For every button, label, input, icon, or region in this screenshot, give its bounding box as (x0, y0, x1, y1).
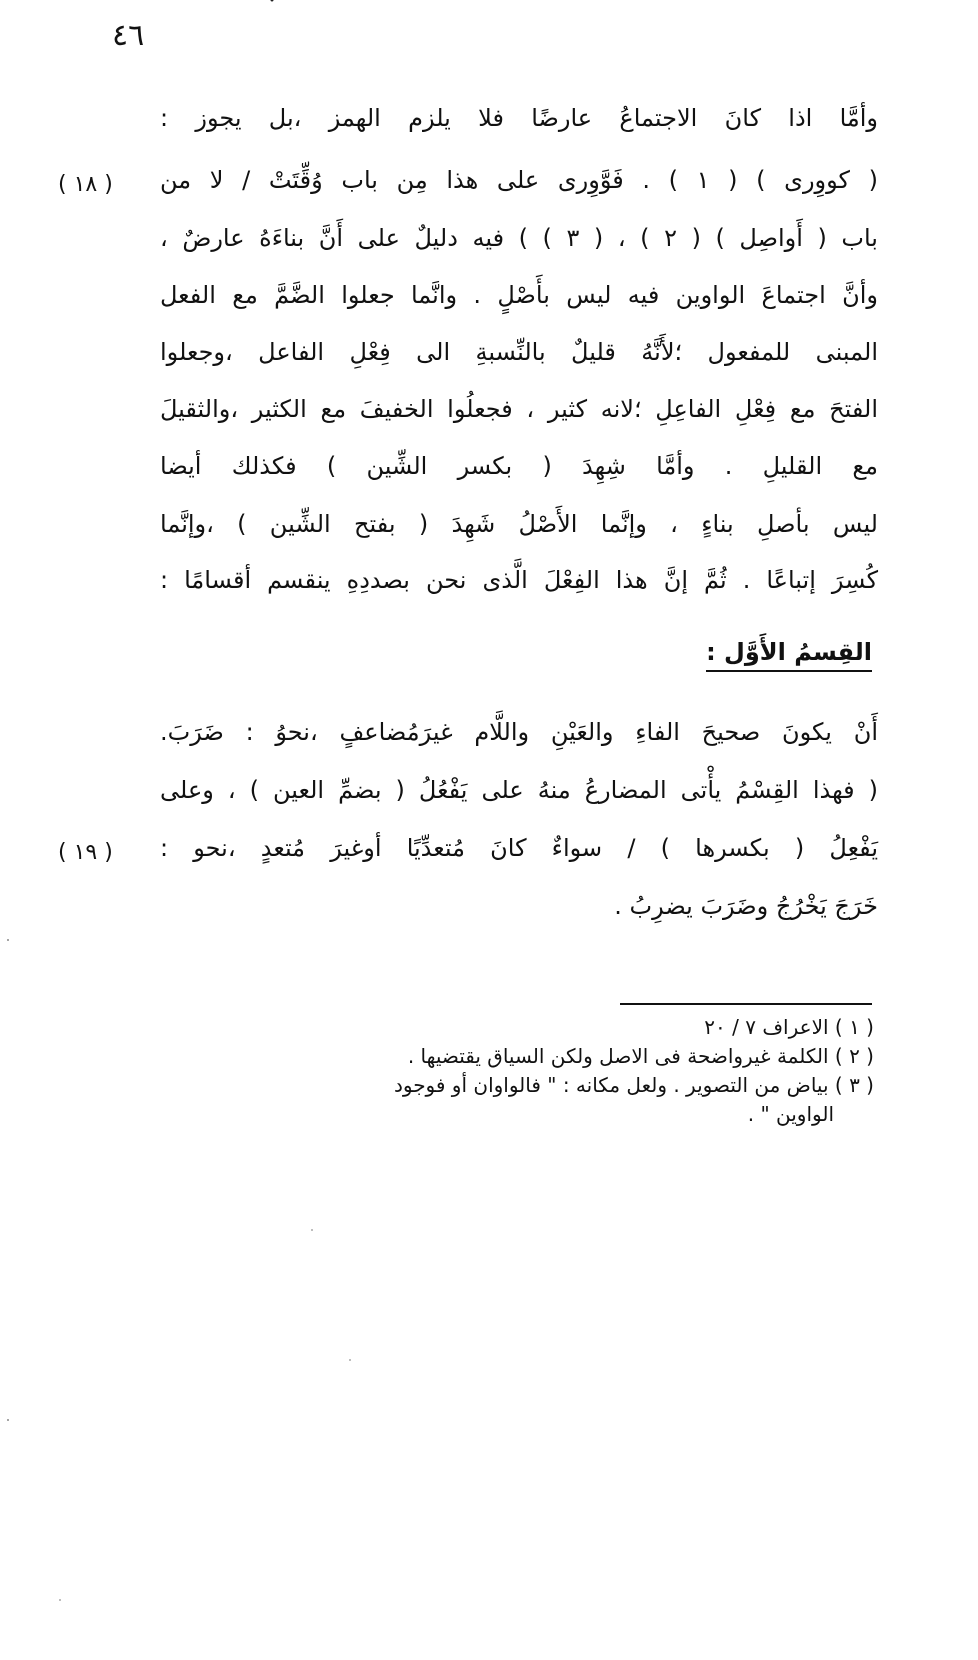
text-line-8: ليس بأصلِ بناءٍ ، وإنَّما الأَصْلُ شَهِدَ ( بفتح الشِّين ) ،وإنَّما (160, 510, 878, 538)
footnote-number: ( ١ ) (834, 1015, 874, 1039)
text-line-3: باب ( أَواصِل ) ( ٢ ) ، ( ٣ ) ) فيه دليلٌ على أَنَّ بناءَهُ عارضٌ ، (160, 224, 878, 252)
footnote-text: الكلمة غيرواضحة فى الاصل ولكن السياق يقتضيها . (407, 1044, 829, 1068)
footnote-text: الاعراف ٧ / ٢٠ (704, 1015, 829, 1039)
text-line-13: خَرَجَ يَخْرُجُ وضَرَبَ يضرِبُ . (614, 892, 878, 920)
text-line-1: وأمَّا اذا كانَ الاجتماعُ عارضًا فلا يلزم الهمز ،بل يجوز : (160, 104, 878, 132)
text-line-10: أَنْ يكونَ صحيحَ الفاءِ والعَيْنِ واللَّام غيرَمُضاعفٍ ،نحوُ : ضَرَبَ. (160, 718, 878, 746)
margin-number-18: ( ١٨ ) (58, 172, 113, 197)
text-line-11: ( فهذا القِسْمُ يأْتى المضارعُ منهُ على يَفْعُلُ ( بضمِّ العين ) ، وعلى (160, 776, 878, 804)
page-number: ٤٦ (112, 18, 145, 53)
margin-number-19: ( ١٩ ) (58, 840, 113, 865)
text-line-4: وأنَّ اجتماعَ الواوين فيه ليس بأَصْلٍ . وانَّما جعلوا الضَّمَّ مع الفعل (160, 281, 878, 309)
text-line-6: الفتحَ مع فِعْلِ الفاعِلِ ؛لانه كثير ، فجعلُوا الخفيفَ مع الكثير ،والثقيلَ (160, 395, 878, 423)
text-line-2: ( كووِرى ) ( ١ ) . فَوَّوِرى على هذا مِن باب وُقِّتَتْ / لا من (160, 166, 878, 194)
footnote-number: ( ٣ ) (834, 1073, 874, 1097)
text-line-5: المبنى للمفعول ؛لأَنَّهُ قليلٌ بالنِّسبةِ الى فِعْلِ الفاعل ،وجعلوا (160, 338, 878, 366)
text-line-9: كُسِرَ إتباعًا . ثُمَّ إنَّ هذا الفِعْلَ الَّذى نحن بصددِهِ ينقسم أقسامًا : (160, 566, 878, 594)
footnote-number: ( ٢ ) (834, 1044, 874, 1068)
text-line-7: مع القليلِ . وأمَّا شِهِدَ ( بكسر الشِّين ) فكذلك أيضا (160, 452, 878, 480)
footnote-text: بياض من التصوير . ولعل مكانه : " فالواوان أو فوجود (393, 1073, 829, 1097)
text-line-12: يَفْعِلُ ( بكسرها ) / سواءٌ كانَ مُتعدِّيًا أوغيرَ مُتعدٍ ،نحو : (160, 834, 878, 862)
section-heading: القِسمُ الأَوَّل : (706, 638, 872, 672)
footnote-text-continued: الواوين " . (747, 1102, 834, 1126)
